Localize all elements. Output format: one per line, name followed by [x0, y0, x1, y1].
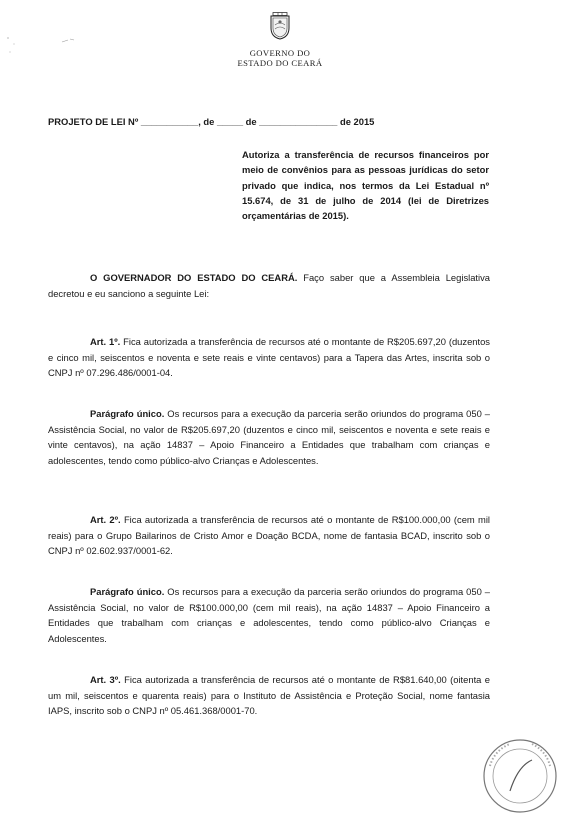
law-title: PROJETO DE LEI Nº ___________, de _____ de _______________ de 2015 [48, 116, 375, 127]
article-3-text: Fica autorizada a transferência de recursos até o montante de R$81.640,00 (oitenta e um mil, seiscentos e quarenta reais) para o Instituto de Assistência e Proteção Social, nome fantasia IAPS, inscrito sob o CNPJ nº 05.461.368/0001-70. [48, 674, 490, 716]
article-1-lead: Art. 1º. [90, 336, 121, 347]
preamble-text: Faço saber que a Assembleia Legislativa decretou e eu sanciono a seguinte Lei: [48, 272, 491, 299]
ceara-coat-of-arms-icon [269, 12, 291, 40]
law-summary: Autoriza a transferência de recursos financeiros por meio de convênios para as pessoas jurídicas do setor privado que indica, nos termos da Lei Estadual nº 15.674, de 31 de julho de 2014 (lei de Diretrizes orçamentárias de 2015). [242, 149, 489, 222]
paragraph-2 [48, 584, 490, 646]
article-3 [48, 672, 490, 719]
stamp-seal-icon [480, 736, 560, 816]
paragraph-2-lead: Parágrafo único. [90, 586, 165, 597]
article-3-lead: Art. 3º. [90, 674, 121, 685]
gov-line-1: GOVERNO DO [249, 48, 311, 58]
article-2-text: Fica autorizada a transferência de recursos até o montante de R$100.000,00 (cem mil reais) para o Grupo Bailarinos de Cristo Amor e Doação BCDA, nome de fantasia BCAD, inscrito sob o CNPJ nº 02.602.937/0001-62. [48, 514, 490, 556]
preamble-lead: O GOVERNADOR DO ESTADO DO CEARÁ. [90, 272, 298, 283]
article-2-lead: Art. 2º. [90, 514, 121, 525]
scan-artifact [4, 30, 84, 70]
preamble [48, 270, 490, 301]
gov-line-2: ESTADO DO CEARÁ [237, 58, 323, 68]
government-header [200, 12, 360, 68]
paragraph-2-text: Os recursos para a execução da parceria serão oriundos do programa 050 – Assistência Social, no valor de R$100.000,00 (cem mil reais), na ação 14837 – Apoio Financeiro a Entidades que trabalham com crianças e adolescentes, tendo como público-alvo Crianças e Adolescentes. [48, 586, 490, 644]
article-1-text: Fica autorizada a transferência de recursos até o montante de R$205.697,20 (duzentos e cinco mil, seiscentos e noventa e sete reais e vinte centavos) para a Tapera das Artes, inscrita sob o CNPJ nº 07.296.486/0001-04. [48, 336, 490, 378]
article-2 [48, 512, 490, 559]
paragraph-1-text: Os recursos para a execução da parceria serão oriundos do programa 050 – Assistência Social, no valor de R$205.697,20 (duzentos e cinco mil, seiscentos e noventa e sete reais e vinte centavos), na ação 14837 – Apoio Financeiro a Entidades que trabalham com crianças e adolescentes, tendo como público-alvo Crianças e Adolescentes. [48, 408, 490, 466]
paragraph-1 [48, 406, 490, 468]
article-1 [48, 334, 490, 381]
paragraph-1-lead: Parágrafo único. [90, 408, 165, 419]
